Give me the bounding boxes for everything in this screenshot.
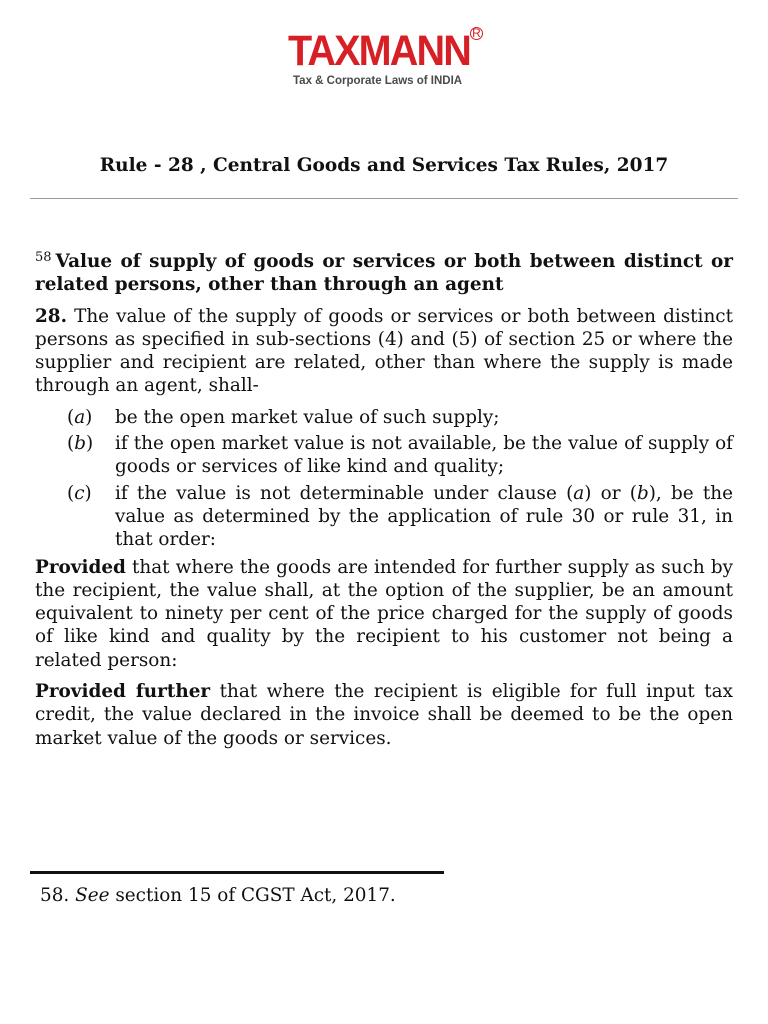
footnote (40, 884, 396, 908)
logo-brand: TAXMANN (288, 27, 470, 75)
clause-text: be the open market value of such supply; (115, 406, 500, 428)
footnote-number: 58. (40, 885, 70, 906)
rule-intro-text: The value of the supply of goods or services or both between distinct persons as specified in sub-sections (4) and (5) of section 25 or where the supplier and recipient are related, other than where the supply is made through an agent, shall- (35, 305, 733, 397)
rule-number: 28. (35, 305, 67, 327)
footnote-see: See (75, 885, 110, 906)
rule-body (35, 246, 733, 758)
proviso-lead: Provided (35, 556, 126, 578)
rule-heading (35, 246, 733, 297)
clause-label: (b) (67, 433, 94, 455)
proviso-lead: Provided further (35, 681, 211, 703)
title-divider (30, 198, 738, 199)
proviso-1 (35, 556, 733, 672)
footnote-text: section 15 of CGST Act, 2017. (115, 885, 396, 906)
rule-intro (35, 305, 733, 398)
proviso-text: that where the goods are intended for further supply as such by the recipient, the value shall, at the option of the supplier, be an amount equivalent to ninety per cent of the price charged for the supply of goods of like kind and quality by the recipient to his customer not being a related person: (35, 556, 733, 671)
taxmann-logo (288, 28, 488, 92)
logo-tagline: Tax & Corporate Laws of INDIA (293, 75, 463, 87)
clause-text: if the open market value is not available, be the value of supply of goods or services of like kind and quality; (115, 433, 733, 478)
proviso-2 (35, 680, 733, 750)
footnote-divider (30, 871, 444, 874)
clause-label: (c) (67, 482, 92, 504)
clause-c (35, 482, 733, 552)
clause-list (35, 406, 733, 552)
registered-mark-icon: R (470, 27, 483, 40)
heading-text: Value of supply of goods or services or both between distinct or related persons, other than through an agent (35, 251, 733, 296)
clause-a (35, 406, 733, 429)
clause-label: (a) (67, 406, 93, 428)
heading-footnote-ref[interactable]: 58 (35, 250, 52, 265)
page-title: Rule - 28 , Central Goods and Services Tax Rules, 2017 (99, 155, 669, 176)
proviso-text: that where the recipient is eligible for full input tax credit, the value declared in the invoice shall be deemed to be the open market value of the goods or services. (35, 681, 733, 749)
clause-text: if the value is not determinable under clause (a) or (b), be the value as determined by the application of rule 30 or rule 31, in that order: (115, 482, 733, 551)
clause-b (35, 432, 733, 479)
